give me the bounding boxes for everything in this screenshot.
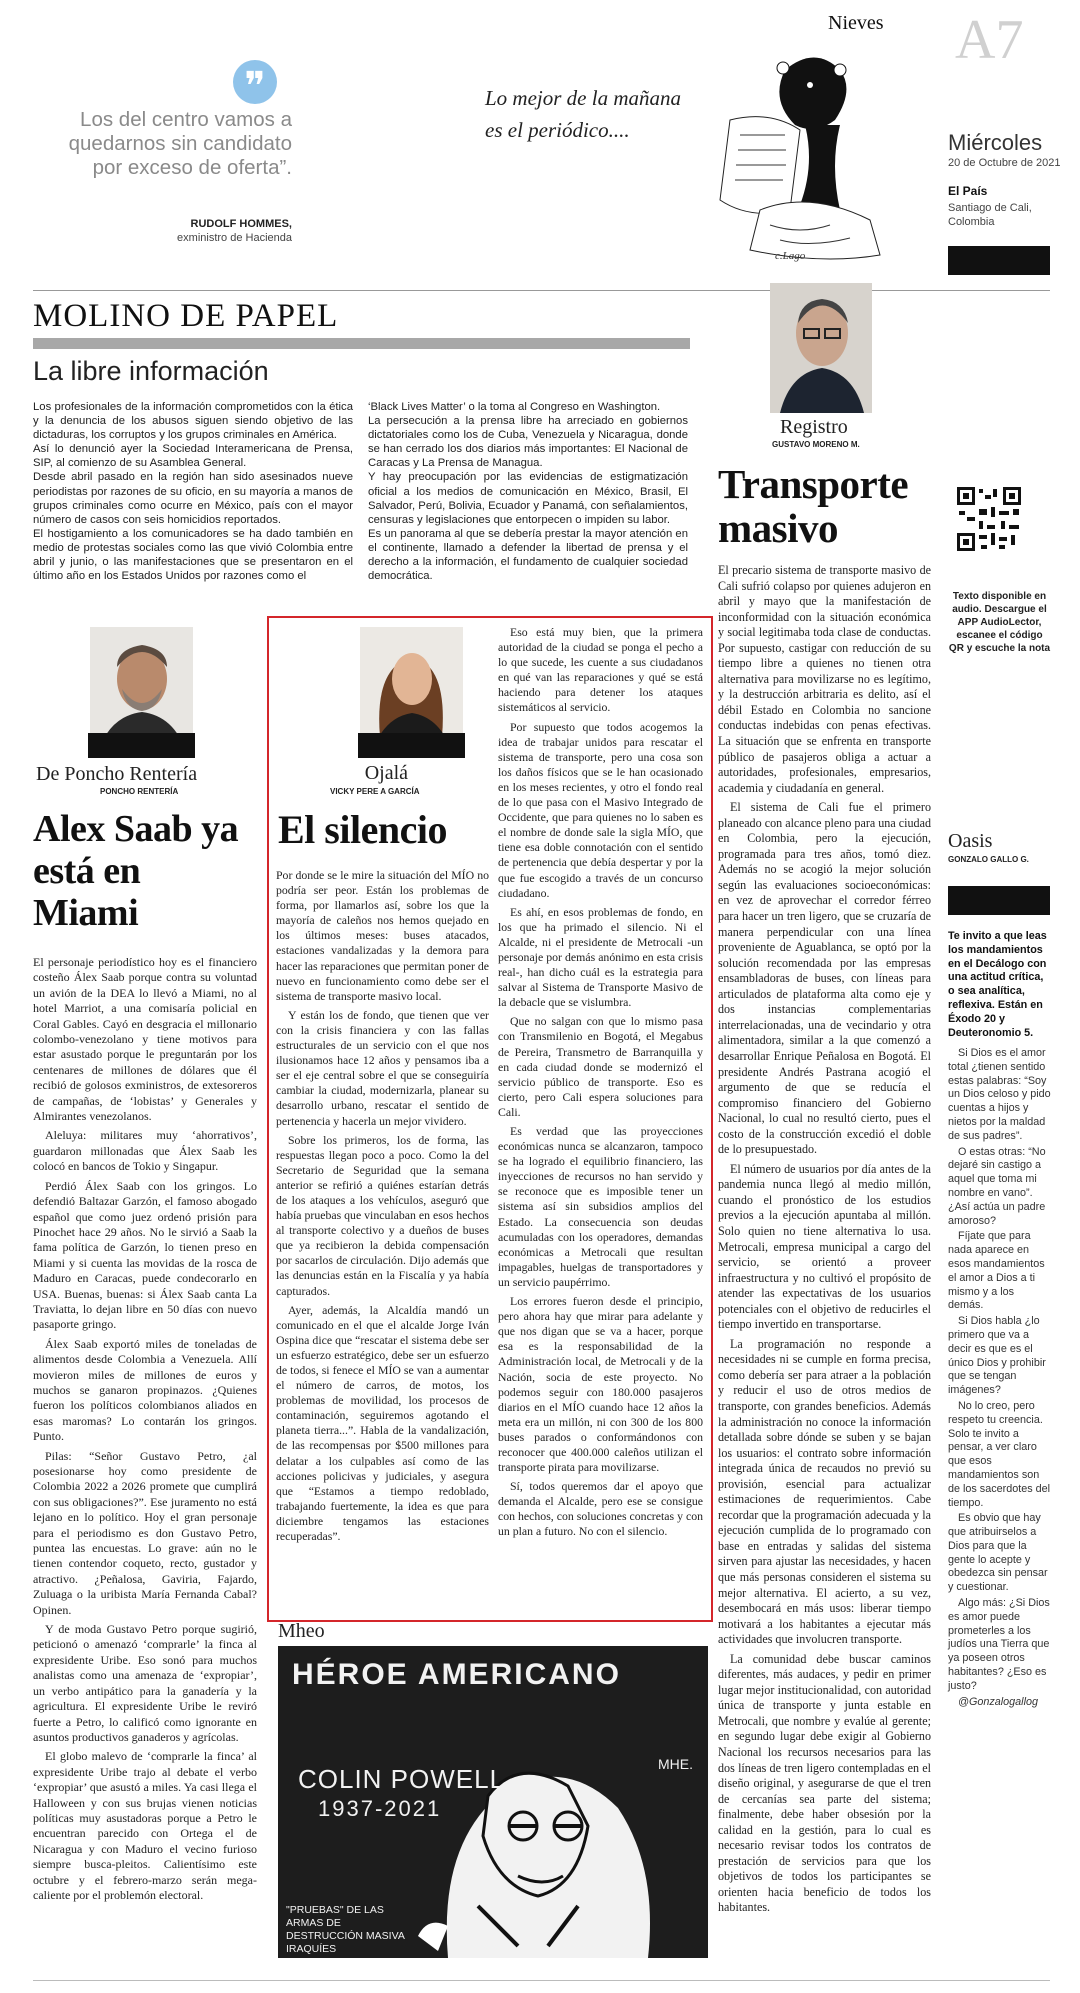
ojala-author-photo [360,627,463,747]
qr-code[interactable] [955,485,1023,553]
poncho-paragraph: Aleluya: militares muy ‘ahorrativos’, guardaron millonadas que Álex Saab les colocó en bancos de Tokio y Singapur. [33,1128,257,1174]
poncho-headline: Alex Saab ya está en Miami [33,808,239,934]
poncho-column-name: De Poncho Rentería [36,763,198,785]
ojala-column-name: Ojalá [364,762,408,784]
ojala-paragraph: Que no salgan con que lo mismo pasa con Transmilenio en Bogotá, el Megabus de Pereira, Transmetro de Barranquilla y en cada ciudad donde se modernizó el servicio público de transporte. Eso es cierto, pero Cali espera soluciones para Cali. [498,1014,703,1119]
oasis-paragraph: Algo más: ¿Si Dios es amor puede prometerles a los judíos una Tierra que ya poseen otros habitantes? ¿Eso es justo? [948,1597,1050,1692]
section-title-bar [33,338,690,349]
section-title: MOLINO DE PAPEL [33,298,339,334]
ojala-paragraph: Sí, todos queremos dar el apoyo que demanda el Alcalde, pero ese se consigue con hechos, con soluciones concretas y con un plan a futuro. No con el silencio. [498,1479,703,1539]
registro-author: GUSTAVO MORENO M. [772,440,860,449]
registro-column-name: Registro [780,416,848,438]
poncho-paragraph: Perdió Álex Saab con los gringos. Lo defendió Baltazar Garzón, el famoso abogado español que como juez ordenó prisión para Pinochet hace 29 años. No le sirvió a Saab la fama política de Garzón, lo tienen preso en Miami y si cuenta las movidas de la rosca de Maduro en Caracas, puede condecorarlo en USA. Buenas, buenas: si Álex Saab canta La Traviatta, lo dejan libre en 50 días con nuevo pasaporte gringo. [33,1178,257,1332]
poncho-paragraph: Y de moda Gustavo Petro porque sugirió, peticionó o amenazó ‘comprarle’ la finca al expresidente Uribe. Eso sonó para muchos analistas como una amenaza de ‘expropiar’, un verbo antipático para la ganadería y la agricultura. El expresidente Uribe le reviró fuerte a Petro, lo calificó como ignorante en asuntos productivos ganaderos y agrícolas. [33,1622,257,1744]
quote-role: exministro de Hacienda [177,232,292,244]
registro-paragraph: La programación no responde a necesidades ni se cumple en forma precisa, como debería ser para atraer a la población y reducir el uso de otros medios de transporte, con grandes beneficios. Además la administración no conoce la información detallada sobre dónde se suben y se bajan los usuarios: el contrato sobre información integrada única de recaudos no previó su provisión, esencial para actualizar estimaciones de requerimientos. Cabe recordar que la programación adecuada y la ejecución cumplida de lo programado con base en entradas y salidas del sistema sirven para ajustar las necesidades, y hacen que más personas consideren el sistema su mejor alternativa. El acierto, a su vez, desembocará en más usos: liberar tiempo motivará a los habitantes a ejecutar más actividades que involucren transporte. [718,1336,931,1647]
ojala-body-col2 [498,625,703,1544]
ojala-author: VICKY PERE A GARCÍA [330,787,420,796]
oasis-twitter-handle[interactable]: @Gonzalogallog [958,1695,1038,1708]
page-number: A7 [955,9,1024,71]
oasis-paragraph: No lo creo, pero respeto tu creencia. Solo te invito a pensar, a ver claro que esos mandamientos son de los sacerdotes del tiempo. [948,1399,1051,1509]
editorial-col2: ‘Black Lives Matter’ o la toma al Congreso en Washington. La persecución a la prensa libre ha arreciado en gobiernos dictatoriales como los de Cuba, Venezuela y Nicaragua, donde se han cerrado los dos diarios más importantes: El Nacional de Caracas y La Prensa de Managua. Y hay preocupación por las evidencias de estigmatización oficial a los medios de comunicación en México, Brasil, El Salvador, Perú, Bolivia, Ecuador y Panamá, con señalamientos, censuras y legislaciones que entorpecen o impiden su labor. Es un panorama al que se debería prestar la mayor atención en el continente, llamado a defender la libertad de prensa y el derecho a la información, el fundamento de cualquier sociedad democrática. [368,401,688,583]
registro-headline: Transporte masivo [718,461,909,551]
ojala-paragraph: Por supuesto que todos acogemos la idea de trabajar unidos para rescatar el sistema de transporte, pero una cosa son los daños físicos que se le han ocasionado en los meses recientes, y otro el fondo real de lo que pasa con el Masivo Integrado de Occidente, que para quienes no lo saben es el nombre de donde sale la sigla MÍO, que tiene esa doble connotación con el sentido de pertenencia que debía despertar y por la que fue escogido a través de un concurso ciudadano. [498,719,703,900]
poncho-paragraph: El globo malevo de ‘comprarle la finca’ al expresidente Uribe trajo al debate el verbo ‘expropiar’ que asustó a miles. Ya casi llega el Halloween y con sus brujas vienen noticias políticas muy asustadoras porque a Petro le encuentran parecido con Ortega el de Nicaragua y con Maduro el vecino furioso siempre busca-pleitos. Calientísimo este octubre y el febrero-marzo serán mega-caliente por el problemón electoral. [33,1749,257,1902]
quote-author: RUDOLF HOMMES, [190,218,292,230]
mheo-cartoon-title: HÉROE AMERICANO [292,1658,621,1691]
header-city: Santiago de Cali, Colombia [948,202,1032,228]
oasis-paragraph: Si Dios es el amor total ¿tienen sentido estas palabras: “Soy un Dios celoso y pido cuentas a hijos y nietos por la maldad de sus padres”. [948,1047,1051,1142]
header-divider [33,290,1050,291]
poncho-paragraph: Pilas: “Señor Gustavo Petro, ¿al posesionarse hoy como presidente de Colombia 2022 a 2026 promete que cumplirá con sus obligaciones?”. Ese juramento no está lejano en lo político. Hoy el gran personaje para el periodismo es don Gustavo Petro, puntea las encuestas. Lo grave: aún no le tienen contendor coqueto, recto, gustador y atractivo. ¿Peñalosa, Gaviria, Fajardo, Zuluaga o la uribista María Fernanda Cabal? Opinen. [33,1448,257,1617]
oasis-paragraph: Si Dios habla ¿lo primero que va a decir es que es el único Dios y prohibir que se tengan imágenes? [948,1315,1046,1397]
footer-divider [33,1980,1050,1981]
ojala-paragraph: Los errores fueron desde el principio, pero ahora hay que mirar para adelante y que nos digan que se va a hacer, porque esa es la responsabilidad de la Administración local, de Metrocali y de la Nación, socia de este proyecto. No podemos seguir con 180.000 pasajeros diarios en el MÍO cuando hace 12 años la meta era un millón, ni con 300 de los 800 buses parados o conformándonos con reconocer que 400.000 caleños utilizan el transporte pirata para movilizarse. [498,1294,703,1475]
ojala-paragraph: Por donde se le mire la situación del MÍO no podría ser peor. Están los problemas de forma, por llamarlos así, sobre los que la mayoría de caleños nos hemos quejado en los últimos meses: buses atacados, estaciones vandalizadas y la demora para hacer las reparaciones que permitan poner de nuevo en funcionamiento como debe ser el sistema de transporte masivo local. [276,868,489,1003]
registro-author-photo [770,283,872,413]
quote-text: Los del centro vamos a quedarnos sin candidato por exceso de oferta”. [68,108,292,179]
ojala-paragraph: Sobre los primeros, los de forma, las respuestas llegan poco a poco. Como la del Secretario de Seguridad que la semana anterior se refirió a quiénes estarían detrás de los ataques a los vehículos, aseguró que había pruebas que vinculaban en esos hechos al transporte colectivo y a dueños de buses que ya recibieron la debida compensación por sacarlos de circulación. Dijo además que las denuncias están en la Fiscalía y ya había capturados. [276,1132,489,1298]
qr-caption: Texto disponible en audio. Descargue el APP AudioLector, escanee el código QR y escuche la nota [948,591,1051,654]
editorial-subtitle: La libre información [33,356,269,386]
oasis-paragraph: Fíjate que para nada aparece en esos mandamientos el amor a Dios a ti mismo y a los demás. [948,1230,1045,1312]
poncho-author: PONCHO RENTERÍA [100,787,179,796]
ojala-headline: El silencio [278,807,447,852]
nieves-label: Nieves [828,12,884,34]
quote-icon: ❞ [233,60,277,104]
nieves-drawing [690,40,890,270]
oasis-black-box [948,886,1050,915]
editorial-col1: Los profesionales de la información comprometidos con la ética y la denuncia de los abusos siguen siendo objetivo de las dictaduras, los corruptos y los grupos criminales en América. Así lo denunció ayer la Sociedad Interamericana de Prensa, SIP, al comienzo de su Asamblea General. Desde abril pasado en la región han sido asesinados nueve periodistas por razones de su oficio, en su mayoría a manos de grupos criminales como ocurre en México, país con el mayor número de casos con seis homicidios reportados. El hostigamiento a los comunicadores se ha dado también en medio de protestas sociales como las que vivió Colombia entre abril y junio, o las manifestaciones que se presentaron en el último año en los Estados Unidos por razones como el [33,401,353,583]
header-day: Miércoles [948,130,1043,155]
mheo-cartoon-caption: "PRUEBAS" DE LAS ARMAS DE DESTRUCCIÓN MASIVA IRAQUÍES [286,1904,405,1955]
mheo-cartoon-years: 1937-2021 [318,1796,442,1821]
registro-paragraph: El número de usuarios por día antes de la pandemia nunca llegó al medio millón, cuando el pronóstico de los estudios previos a la ejecución apuntaba al millón. Solo quien no tiene alternativa lo usa. Metrocali, empresa municipal a cargo del servicio, se orientó a proveer infraestructura y no cultivó el propósito de atender las expectativas de los usuarios potenciales con el objetivo de reducirles el tiempo invertido en transportarse. [718,1161,931,1332]
nieves-signature: c.Lago [775,250,806,262]
registro-paragraph: El sistema de Cali fue el primero planeado con alcance pleno para una ciudad en Colombia, pero la ejecución, programada para tres años, tomó diez. Además no se acogió la mejor solución según las evaluaciones socioeconómicas: en vez de aprovechar el corredor férreo para hacer un tren ligero, que se cruzaría de manera perpendicular con una línea proveniente de Aguablanca, se optó por la solución recomendada por las empresas ensambladoras de buses, con líneas para articulados de plataforma alta como eje y dos instancias complementarias interrelacionadas, una de vecindario y otra alimentadora, similar a la que comenzó a desarrollar Enrique Peñalosa en Bogotá. El presidente Andrés Pastrana acogió el argumento de que se reducía el compromiso financiero del Gobierno Nacional, lo cual no resultó cierto, pues el costo de la construcción excedió el doble de lo presupuestado. [718,800,931,1157]
oasis-paragraph: O estas otras: “No dejaré sin castigo a aquel que toma mi nombre en vano”. ¿Así actúa un padre amoroso? [948,1145,1046,1227]
ojala-paragraph: Ayer, además, la Alcaldía mandó un comunicado en el que el alcalde Jorge Iván Ospina dice que “rescatar el sistema debe ser un esfuerzo estratégico, debe ser un esfuerzo de todos, si fenece el MÍO se van a aumentar el número de carros, de motos, los problemas de movilidad, los procesos de contaminación, seguiremos agotando el planeta tierra...”. Habla de la vandalización, de las recompensas por $500 millones para delatar a los culpables así como de las acciones policivas y judiciales, y asegura que “Estamos a tiempo redoblado, trabajando fuertemente, la idea es que para diciembre tengamos las estaciones recuperadas”. [276,1302,489,1544]
ojala-paragraph: Es verdad que las proyecciones económicas nunca se alcanzaron, tampoco se ha logrado el equilibrio financiero, las inyecciones de recursos no han servido y se reconoce que es imposible tener un sistema así sin subsidios amplios del Estado. La consecuencia son deudas acumuladas con los operadores, demandas económicas a Metrocali que resultan impagables, huelgas de transportadores y un servicio paupérrimo. [498,1124,703,1289]
oasis-lead: Te invito a que leas los mandamientos en el Decálogo con una actitud crítica, o sea analítica, reflexiva. Están en Éxodo 20 y Deuteronomio 5. [948,930,1047,1039]
header-date: 20 de Octubre de 2021 [948,157,1061,169]
ojala-black-box [358,733,465,758]
ojala-paragraph: Es ahí, en esos problemas de fondo, en los que ha primado el silencio. Ni el Alcalde, ni el presidente de Metrocali -un personaje por demás anónimo en esta crisis real-, han dicho cuál es la estrategia para salvar al Sistema de Transporte Masivo de la debacle que se vislumbra. [498,904,703,1010]
nieves-handwritten-text: Lo mejor de la mañana es el periódico.... [485,86,681,142]
poncho-black-box [88,733,195,758]
registro-paragraph: El precario sistema de transporte masivo de Cali sufrió colapso por quienes adujeron en abril y mayo que la manifestación de inconformidad con la situación económica y social legitimaba toda clase de conductas. Por supuesto, castigar con reducción de su tiempo libre a quienes no tienen otra alternativa para movilizarse no es legítimo, y la destrucción arbitraria es delito, así el débil Estado en Colombia no sancione conductas indebidas con penas efectivas. La situación que se enfrenta en transporte público de pasajeros obliga a actuar a autoridades, profesionales, empresarios, academia y ciudadanía en general. [718,563,931,795]
ojala-paragraph: Y están los de fondo, que tienen que ver con la crisis financiera y con las fallas estructurales de un servicio con el que nos ilusionamos hace 12 años y pensamos iba a ser el eje central sobre el que se conseguiría cambiar la ciudad, modernizarla, planear su desarrollo urbano, rescatar el sentido de pertenencia y hacerla un mejor vividero. [276,1007,489,1128]
mheo-cartoon [278,1646,708,1958]
oasis-author: GONZALO GALLO G. [948,855,1029,864]
header-paper: El País [948,184,988,198]
header-black-box [948,246,1050,275]
registro-paragraph: La comunidad debe buscar caminos diferentes, más audaces, y pedir en primer lugar mejor institucionalidad, con autoridad única de transporte y junta estable en Metrocali, que nombre y evalúe al gerente; en segundo lugar debe exigir al Gobierno Nacional los recursos necesarios para las dos líneas de tren ligero contempladas en el diseño original, y asegurarse de que el tren de cercanías sea parte del sistema; finalmente, debe haber obsesión por la calidad en la gestión, para lo cual es necesario revisar todos los contratos de prestación de servicios para que los objetivos de todos los participantes se orienten hacia beneficio de todos los habitantes. [718,1651,931,1915]
poncho-paragraph: Álex Saab exportó miles de toneladas de alimentos desde Colombia a Venezuela. Allí movieron miles de millones de euros y muchos se ganaron propinazos. ¿Quienes fueron los políticos colombianos aliados en esas maromas? Lo contarán los gringos. Punto. [33,1336,257,1444]
oasis-paragraph: Es obvio que hay que atribuirselos a Dios para que la gente lo acepte y obedezca sin pensar y cuestionar. [948,1512,1048,1594]
registro-body [718,563,931,1920]
mheo-cartoon-name: COLIN POWELL [298,1764,506,1794]
poncho-paragraph: El personaje periodístico hoy es el financiero costeño Álex Saab porque contra su voluntad un avión de la DEA lo llevó a Miami, no al hotel Marriot, a una comisaría policial en Coral Gables. Cayó en desgracia el millonario colombo-venezolano y tiene motivos para estar asustado porque le preguntarán por los centenares de millones de dólares que él recibió de golosos exministros, de extesoreros de campañas, de ‘lobistas’ y Generales y Almirantes venezolanos. [33,955,257,1124]
oasis-column-name: Oasis [948,830,993,852]
mheo-label: Mheo [278,1620,325,1642]
ojala-body-col1 [276,868,489,1548]
poncho-body [33,955,257,1907]
mheo-cartoon-signature: MHE. [658,1756,693,1772]
oasis-body [948,1047,1052,1709]
ojala-paragraph: Eso está muy bien, que la primera autoridad de la ciudad se ponga el pecho a lo que sucede, les cuente a sus ciudadanos en qué van las reparaciones y qué se está haciendo para detener los ataques sistemáticos al servicio. [498,625,703,715]
